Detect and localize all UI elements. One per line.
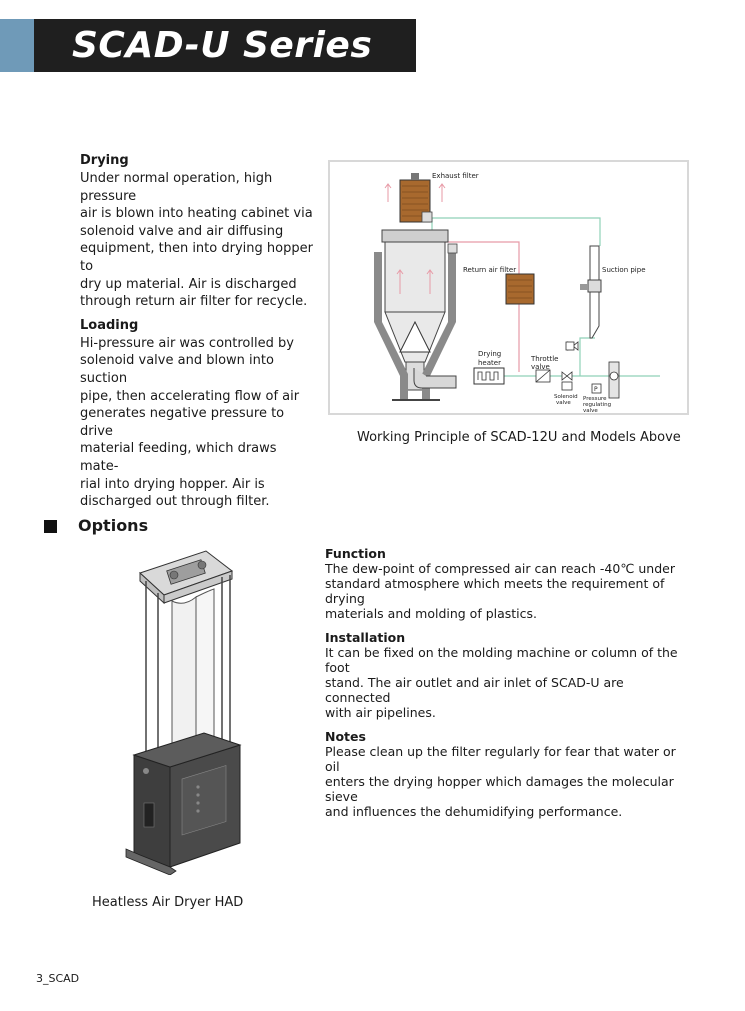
function-heading: Function: [325, 546, 386, 561]
suction-pipe: [590, 246, 599, 280]
notes-line: enters the drying hopper which damages the molecular sieve: [325, 774, 674, 804]
drying-hopper: [385, 242, 445, 312]
notes-heading: Notes: [325, 729, 366, 744]
notes-line: Please clean up the filter regularly for fear that water or oil: [325, 744, 676, 774]
loading-line: pipe, then accelerating flow of air: [80, 388, 300, 404]
loading-line: Hi-pressure air was controlled by: [80, 335, 294, 351]
loading-line: discharged out through filter.: [80, 494, 270, 510]
drying-heater: [474, 368, 504, 384]
page-number: 3_SCAD: [36, 972, 80, 985]
pressure-gauge-letter: P: [594, 386, 598, 393]
drying-heading: Drying: [80, 153, 129, 168]
installation-line: It can be fixed on the molding machine or column of the foot: [325, 645, 678, 675]
pressure-reg-label: Pressure: [583, 396, 607, 402]
drying-heater-label: heater: [478, 359, 501, 367]
working-principle-diagram: [328, 160, 689, 415]
loading-line: generates negative pressure to drive: [80, 406, 285, 439]
exhaust-filter-label: Exhaust filter: [432, 172, 479, 180]
pressure-reg-label: regulating: [583, 402, 612, 408]
drying-line: dry up material. Air is discharged: [80, 276, 297, 292]
drying-line: through return air filter for recycle.: [80, 294, 308, 310]
function-line: The dew-point of compressed air can reach -40℃ under: [325, 561, 675, 576]
function-line: materials and molding of plastics.: [325, 606, 538, 621]
suction-pipe-label: Suction pipe: [602, 266, 646, 274]
drying-line: solenoid valve and air diffusing: [80, 223, 284, 239]
options-bullet-icon: [44, 520, 57, 533]
loading-line: solenoid valve and blown into suction: [80, 353, 274, 386]
return-air-filter-label: Return air filter: [463, 266, 517, 274]
loading-line: rial into drying hopper. Air is: [80, 476, 265, 492]
throttle-valve-label: valve: [531, 363, 550, 371]
diagram-caption: Working Principle of SCAD-12U and Models Above: [357, 430, 681, 445]
header-bar: [34, 19, 416, 72]
pressure-reg-label: valve: [583, 408, 598, 413]
page-title: SCAD-U Series: [72, 25, 373, 66]
installation-line: stand. The air outlet and air inlet of SCAD-U are connected: [325, 675, 624, 705]
options-title: Options: [78, 516, 149, 535]
options-text: [325, 546, 693, 819]
installation-line: with air pipelines.: [325, 705, 436, 720]
dryer-caption: Heatless Air Dryer HAD: [92, 895, 244, 910]
notes-line: and influences the dehumidifying performance.: [325, 804, 623, 819]
function-line: standard atmosphere which meets the requirement of drying: [325, 576, 665, 606]
header-accent-block: [0, 19, 34, 72]
throttle-valve-label: Throttle: [531, 355, 559, 363]
heatless-air-dryer-image: [110, 545, 250, 875]
diagram-svg: [330, 162, 687, 413]
drying-line: equipment, then into drying hopper to: [80, 241, 313, 274]
drying-line: Under normal operation, high pressure: [80, 171, 273, 204]
loading-heading: Loading: [80, 317, 139, 333]
return-air-filter: [506, 274, 534, 304]
solenoid-valve-label: Solenoid: [554, 394, 578, 400]
working-principle-text: [80, 152, 315, 511]
drying-heater-label: Drying: [478, 350, 502, 358]
drying-line: air is blown into heating cabinet via: [80, 206, 313, 222]
loading-line: material feeding, which draws mate-: [80, 441, 277, 474]
installation-heading: Installation: [325, 630, 406, 645]
solenoid-valve: [562, 372, 572, 380]
solenoid-valve-label: valve: [556, 400, 571, 406]
